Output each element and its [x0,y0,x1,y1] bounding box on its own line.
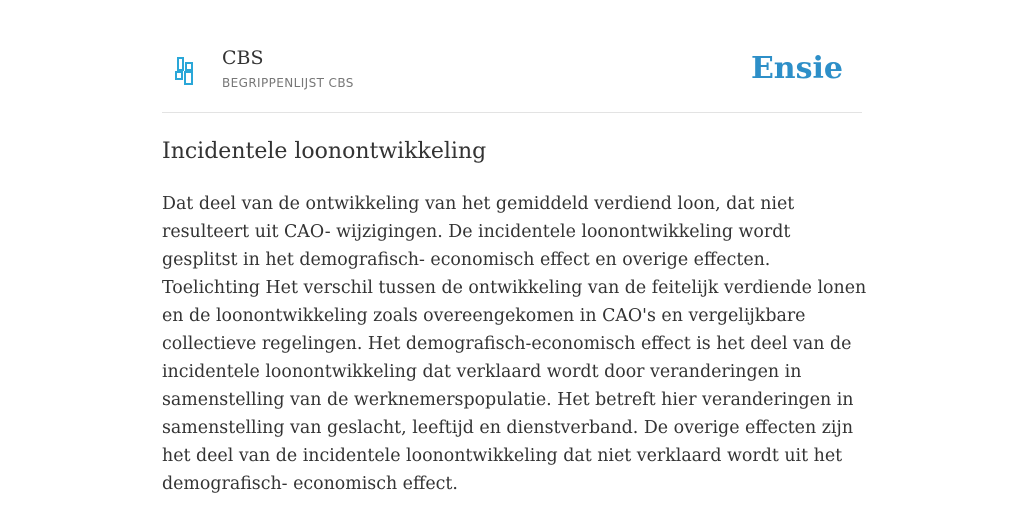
source-name[interactable]: CBS [222,47,264,69]
definition-text: Dat deel van de ontwikkeling van het gemiddeld verdiend loon, dat niet resulteert uit CAO- wijzigingen. De incidentele loonontwikkeling wordt gesplitst in het demografisch- economisch effect en overige effecten. Toelichting Het verschil tussen de ontwikkeling van de feitelijk verdiende lonen en de loonontwikkeling zoals overeengekomen in CAO's en vergelijkbare collectieve regelingen. Het demografisch-economisch effect is het deel van de incidentele loonontwikkeling dat verklaard wordt door veranderingen in samenstelling van de werknemerspopulatie. Het betreft hier veranderingen in samenstelling van geslacht, leeftijd en dienstverband. De overige effecten zijn het deel van de incidentele loonontwikkeling dat niet verklaard wordt uit het demografisch- economisch effect. [162,194,867,494]
header [162,0,862,113]
page-title: Incidentele loonontwikkeling [162,139,487,164]
brand-logo[interactable]: Ensie [750,51,843,86]
source-subtitle[interactable]: BEGRIPPENLIJST CBS [222,76,354,90]
cbs-logo-icon[interactable] [174,56,198,86]
